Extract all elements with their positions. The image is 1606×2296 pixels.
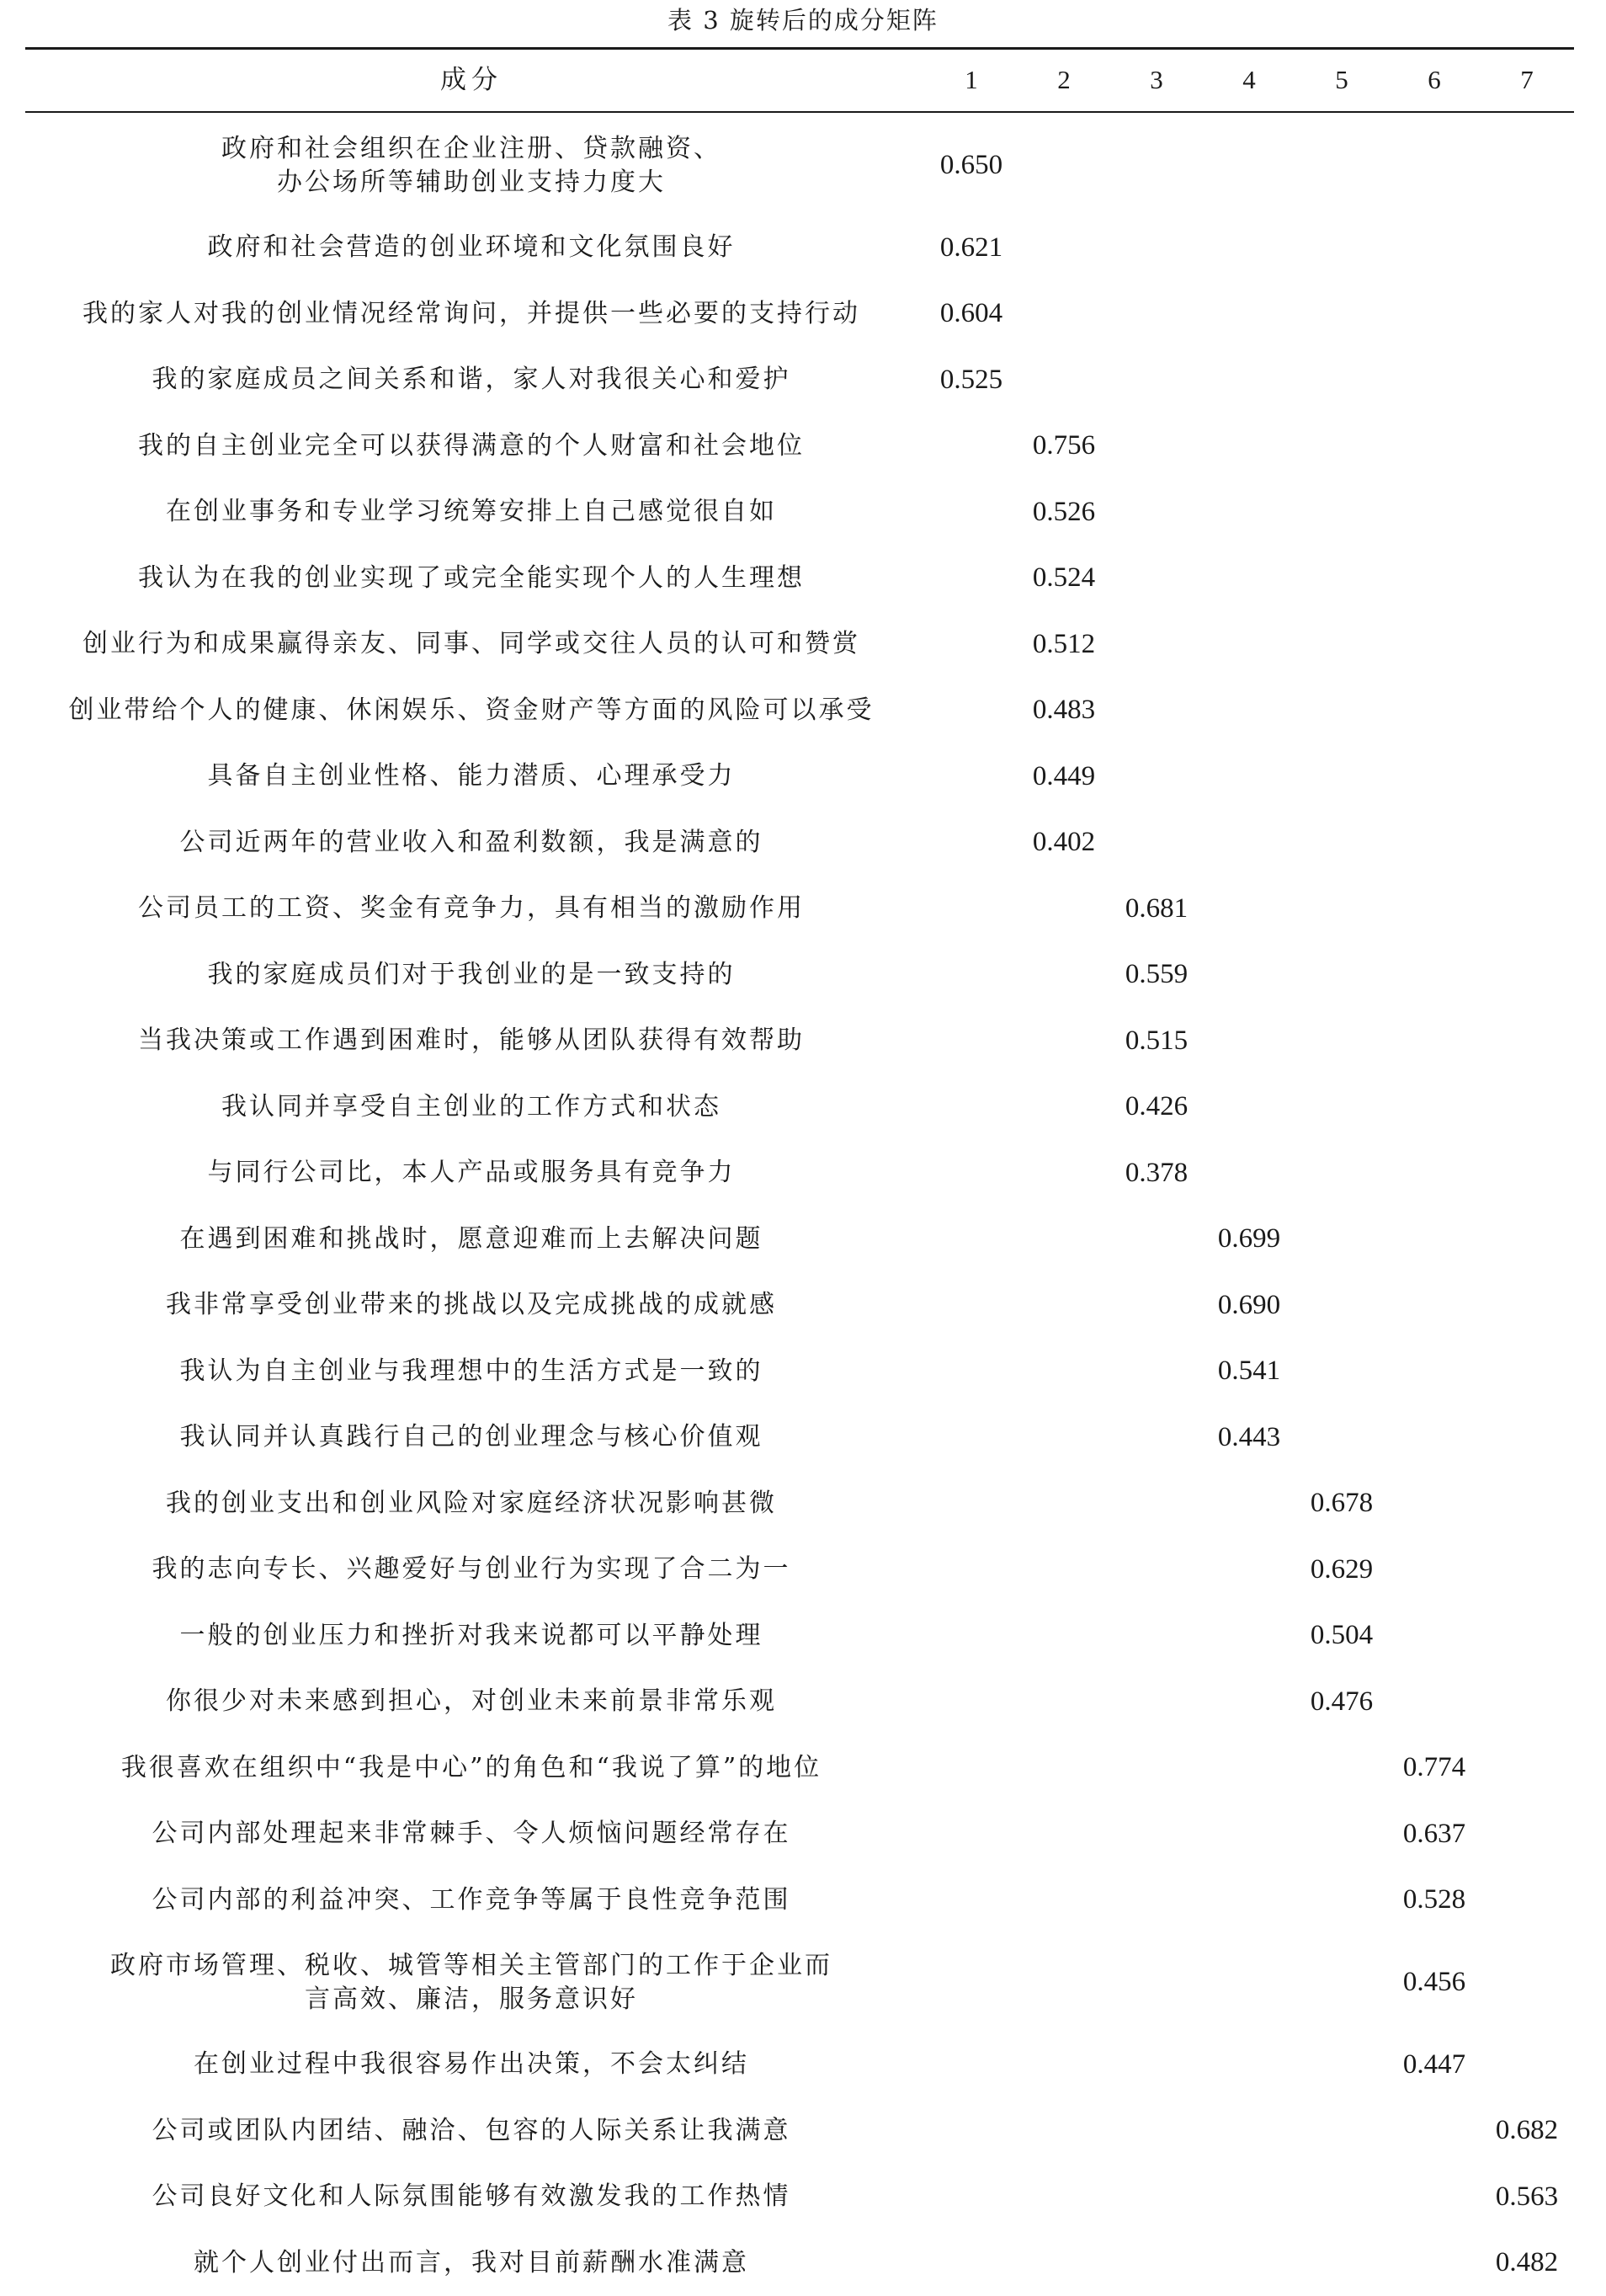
row-item-label: 政府和社会组织在企业注册、贷款融资、 办公场所等辅助创业支持力度大 — [25, 116, 917, 215]
row-item-label: 我的创业支出和创业风险对家庭经济状况影响甚微 — [25, 1471, 917, 1537]
table-row — [0, 611, 1606, 678]
row-loading-value: 0.629 — [1295, 1537, 1388, 1603]
table-row — [0, 1471, 1606, 1537]
row-item-label: 公司近两年的营业收入和盈利数额，我是满意的 — [25, 810, 917, 876]
header-component-7: 7 — [1481, 51, 1573, 109]
table-header-row — [0, 51, 1606, 109]
table-header-rule — [25, 111, 1574, 113]
header-component-4: 4 — [1203, 51, 1295, 109]
row-item-label: 公司良好文化和人际氛围能够有效激发我的工作热情 — [25, 2164, 917, 2230]
table-row — [0, 479, 1606, 546]
row-loading-value: 0.426 — [1110, 1074, 1203, 1141]
row-item-label: 我认为自主创业与我理想中的生活方式是一致的 — [25, 1339, 917, 1405]
row-loading-value: 0.504 — [1295, 1603, 1388, 1670]
header-item-label: 成分 — [25, 51, 917, 109]
row-loading-value: 0.681 — [1110, 876, 1203, 942]
row-loading-value: 0.456 — [1388, 1933, 1481, 2032]
row-loading-value: 0.515 — [1110, 1008, 1203, 1074]
row-item-label: 我认同并享受自主创业的工作方式和状态 — [25, 1074, 917, 1141]
row-item-label: 在创业事务和专业学习统筹安排上自己感觉很自如 — [25, 479, 917, 546]
row-loading-value: 0.447 — [1388, 2032, 1481, 2098]
row-item-label: 政府市场管理、税收、城管等相关主管部门的工作于企业而 言高效、廉洁，服务意识好 — [25, 1933, 917, 2032]
table-row — [0, 215, 1606, 281]
row-loading-value: 0.559 — [1110, 942, 1203, 1009]
table-row — [0, 1272, 1606, 1339]
row-item-label: 创业带给个人的健康、休闲娱乐、资金财产等方面的风险可以承受 — [25, 678, 917, 744]
table-row — [0, 2230, 1606, 2296]
row-item-label: 我的家人对我的创业情况经常询问，并提供一些必要的支持行动 — [25, 281, 917, 348]
row-item-label: 我的自主创业完全可以获得满意的个人财富和社会地位 — [25, 413, 917, 480]
row-loading-value: 0.528 — [1388, 1867, 1481, 1934]
table-row — [0, 413, 1606, 480]
row-item-label: 一般的创业压力和挫折对我来说都可以平静处理 — [25, 1603, 917, 1670]
table-row — [0, 347, 1606, 413]
table-row — [0, 2164, 1606, 2230]
table-row — [0, 546, 1606, 612]
header-component-2: 2 — [1018, 51, 1110, 109]
table-row — [0, 1801, 1606, 1867]
row-loading-value: 0.774 — [1388, 1735, 1481, 1802]
row-item-label: 我的志向专长、兴趣爱好与创业行为实现了合二为一 — [25, 1537, 917, 1603]
row-loading-value: 0.541 — [1203, 1339, 1295, 1405]
row-loading-value: 0.524 — [1018, 546, 1110, 612]
header-component-1: 1 — [925, 51, 1018, 109]
table-row — [0, 1603, 1606, 1670]
row-item-label: 在创业过程中我很容易作出决策，不会太纠结 — [25, 2032, 917, 2098]
row-item-label: 公司内部的利益冲突、工作竞争等属于良性竞争范围 — [25, 1867, 917, 1934]
table-body — [0, 116, 1606, 2296]
table-row — [0, 1339, 1606, 1405]
table-row — [0, 116, 1606, 215]
header-component-5: 5 — [1295, 51, 1388, 109]
row-item-label: 我非常享受创业带来的挑战以及完成挑战的成就感 — [25, 1272, 917, 1339]
row-item-label: 当我决策或工作遇到困难时，能够从团队获得有效帮助 — [25, 1008, 917, 1074]
row-item-label: 我很喜欢在组织中“我是中心”的角色和“我说了算”的地位 — [25, 1735, 917, 1802]
row-loading-value: 0.378 — [1110, 1140, 1203, 1207]
header-component-6: 6 — [1388, 51, 1481, 109]
row-loading-value: 0.449 — [1018, 743, 1110, 810]
row-loading-value: 0.699 — [1203, 1207, 1295, 1273]
table-top-rule — [25, 47, 1574, 50]
table-row — [0, 743, 1606, 810]
row-loading-value: 0.512 — [1018, 611, 1110, 678]
row-loading-value: 0.526 — [1018, 479, 1110, 546]
table-row — [0, 281, 1606, 348]
row-loading-value: 0.678 — [1295, 1471, 1388, 1537]
table-row — [0, 1008, 1606, 1074]
row-item-label: 在遇到困难和挑战时，愿意迎难而上去解决问题 — [25, 1207, 917, 1273]
table-row — [0, 876, 1606, 942]
row-loading-value: 0.650 — [925, 116, 1018, 215]
table-row — [0, 1669, 1606, 1735]
row-loading-value: 0.604 — [925, 281, 1018, 348]
table-row — [0, 2098, 1606, 2165]
row-loading-value: 0.483 — [1018, 678, 1110, 744]
row-item-label: 我的家庭成员之间关系和谐，家人对我很关心和爱护 — [25, 347, 917, 413]
row-loading-value: 0.563 — [1481, 2164, 1573, 2230]
row-item-label: 我认为在我的创业实现了或完全能实现个人的人生理想 — [25, 546, 917, 612]
table-row — [0, 1207, 1606, 1273]
row-item-label: 公司或团队内团结、融洽、包容的人际关系让我满意 — [25, 2098, 917, 2165]
row-loading-value: 0.443 — [1203, 1404, 1295, 1471]
row-loading-value: 0.525 — [925, 347, 1018, 413]
row-loading-value: 0.682 — [1481, 2098, 1573, 2165]
table-row — [0, 2032, 1606, 2098]
table-row — [0, 1933, 1606, 2032]
header-component-3: 3 — [1110, 51, 1203, 109]
row-item-label: 公司员工的工资、奖金有竞争力，具有相当的激励作用 — [25, 876, 917, 942]
table-row — [0, 810, 1606, 876]
table-row — [0, 1537, 1606, 1603]
table-row — [0, 1404, 1606, 1471]
table-row — [0, 1867, 1606, 1934]
row-item-label: 我的家庭成员们对于我创业的是一致支持的 — [25, 942, 917, 1009]
row-loading-value: 0.482 — [1481, 2230, 1573, 2296]
row-loading-value: 0.690 — [1203, 1272, 1295, 1339]
row-loading-value: 0.637 — [1388, 1801, 1481, 1867]
row-item-label: 具备自主创业性格、能力潜质、心理承受力 — [25, 743, 917, 810]
table-row — [0, 1074, 1606, 1141]
row-item-label: 我认同并认真践行自己的创业理念与核心价值观 — [25, 1404, 917, 1471]
row-loading-value: 0.476 — [1295, 1669, 1388, 1735]
row-loading-value: 0.756 — [1018, 413, 1110, 480]
row-item-label: 公司内部处理起来非常棘手、令人烦恼问题经常存在 — [25, 1801, 917, 1867]
table-row — [0, 942, 1606, 1009]
table-row — [0, 1140, 1606, 1207]
row-item-label: 就个人创业付出而言，我对目前薪酬水准满意 — [25, 2230, 917, 2296]
row-item-label: 与同行公司比，本人产品或服务具有竞争力 — [25, 1140, 917, 1207]
row-item-label: 你很少对未来感到担心，对创业未来前景非常乐观 — [25, 1669, 917, 1735]
table-row — [0, 1735, 1606, 1802]
row-item-label: 政府和社会营造的创业环境和文化氛围良好 — [25, 215, 917, 281]
row-loading-value: 0.402 — [1018, 810, 1110, 876]
table-row — [0, 678, 1606, 744]
row-item-label: 创业行为和成果赢得亲友、同事、同学或交往人员的认可和赞赏 — [25, 611, 917, 678]
table-caption: 表 3 旋转后的成分矩阵 — [0, 2, 1606, 39]
row-loading-value: 0.621 — [925, 215, 1018, 281]
